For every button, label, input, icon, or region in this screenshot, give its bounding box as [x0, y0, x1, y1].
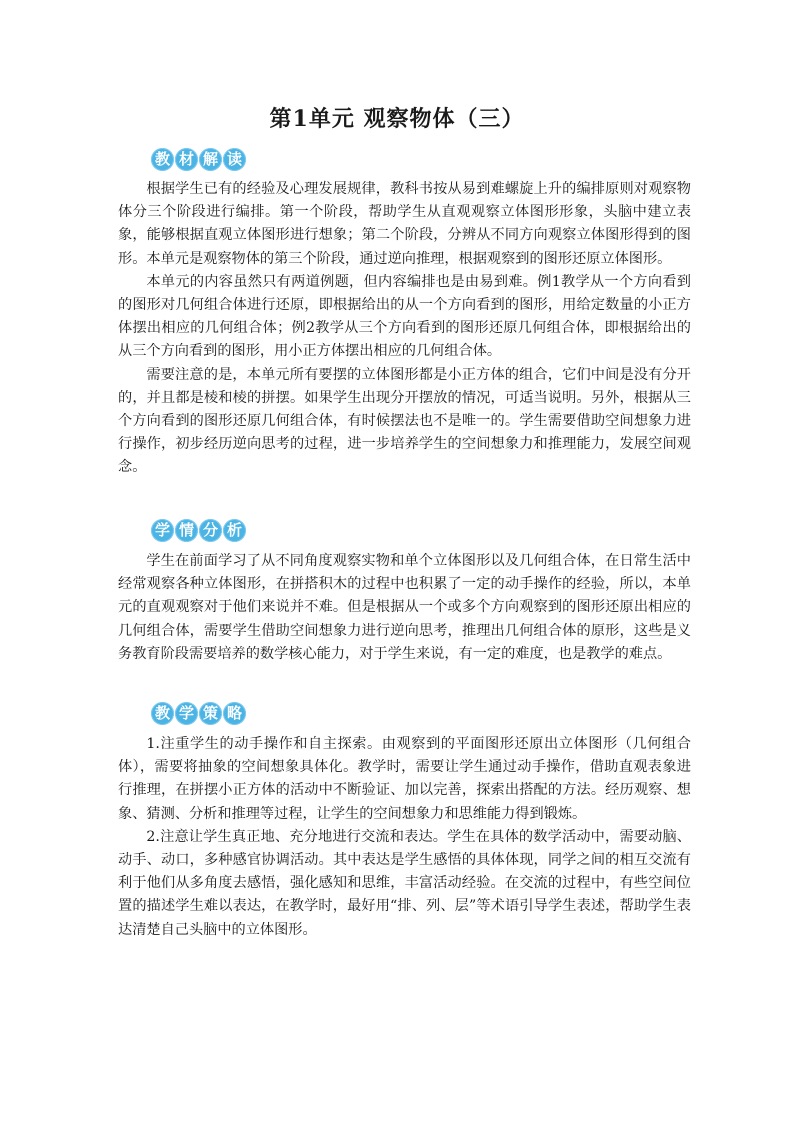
section-badge-textbook-reading — [151, 148, 246, 171]
section-teaching-strategy — [118, 733, 691, 942]
section-badge-student-analysis — [151, 519, 246, 542]
paragraph: 本单元的内容虽然只有两道例题，但内容编排也是由易到难。例1教学从一个方向看到的图形对几何组合体进行还原，即根据给出的从一个方向看到的图形，用给定数量的小正方体摆出相应的几何组合体；例2教学从三个方向看到的图形还原几何组合体，即根据给出的从三个方向看到的图形，用小正方体摆出相应的几何组合体。 — [118, 273, 691, 360]
badge-char: 学 — [175, 702, 198, 725]
paragraph: 需要注意的是，本单元所有要摆的立体图形都是小正方体的组合，它们中间是没有分开的，并且都是棱和棱的拼摆。如果学生出现分开摆放的情况，可适当说明。另外，根据从三个方向看到的图形还原几何组合体，有时候摆法也不是唯一的。学生需要借助空间想象力进行操作，初步经历逆向思考的过程，进一步培养学生的空间想象力和推理能力，发展空间观念。 — [118, 366, 691, 476]
badge-char: 情 — [175, 519, 198, 542]
paragraph: 根据学生已有的经验及心理发展规律，教科书按从易到难螺旋上升的编排原则对观察物体分三个阶段进行编排。第一个阶段，帮助学生从直观观察立体图形形象，头脑中建立表象，能够根据直观立体图形进行想象；第二个阶段，分辨从不同方向观察立体图形得到的图形。本单元是观察物体的第三个阶段，通过逆向推理，根据观察到的图形还原立体图形。 — [118, 181, 691, 267]
badge-char: 析 — [223, 519, 246, 542]
paragraph: 学生在前面学习了从不同角度观察实物和单个立体图形以及几何组合体，在日常生活中经常观察各种立体图形，在拼搭积木的过程中也积累了一定的动手操作的经验，所以，本单元的直观观察对于他们来说并不难。但是根据从一个或多个方向观察到的图形还原出相应的几何组合体，需要学生借助空间想象力进行逆向思考，推理出几何组合体的原形，这些是义务教育阶段需要培养的数学核心能力，对于学生来说，有一定的难度，也是教学的难点。 — [118, 553, 691, 662]
section-student-analysis — [118, 550, 691, 666]
page-title: 第1单元 观察物体（三） — [269, 106, 525, 132]
badge-char: 读 — [223, 148, 246, 171]
badge-char: 略 — [223, 702, 246, 725]
badge-char: 材 — [175, 148, 198, 171]
badge-char: 学 — [151, 519, 174, 542]
paragraph: 2.注意让学生真正地、充分地进行交流和表达。学生在具体的数学活动中，需要动脑、动手、动口，多种感官协调活动。其中表达是学生感悟的具体体现，同学之间的相互交流有利于他们从多角度去感悟，强化感知和思维，丰富活动经验。在交流的过程中，有些空间位置的描述学生难以表达，在教学时，最好用“排、列、层”等术语引导学生表述，帮助学生表达清楚自己头脑中的立体图形。 — [118, 828, 691, 938]
badge-char: 策 — [199, 702, 222, 725]
section-textbook-reading — [118, 178, 691, 480]
badge-char: 教 — [151, 148, 174, 171]
badge-char: 解 — [199, 148, 222, 171]
badge-char: 分 — [199, 519, 222, 542]
paragraph: 1.注重学生的动手操作和自主探索。由观察到的平面图形还原出立体图形（几何组合体），需要将抽象的空间想象具体化。教学时，需要让学生通过动手操作，借助直观表象进行推理，在拼摆小正方体的活动中不断验证、加以完善，探索出搭配的方法。经历观察、想象、猜测、分析和推理等过程，让学生的空间想象力和思维能力得到锻炼。 — [118, 736, 691, 822]
section-badge-teaching-strategy — [151, 702, 246, 725]
badge-char: 教 — [151, 702, 174, 725]
